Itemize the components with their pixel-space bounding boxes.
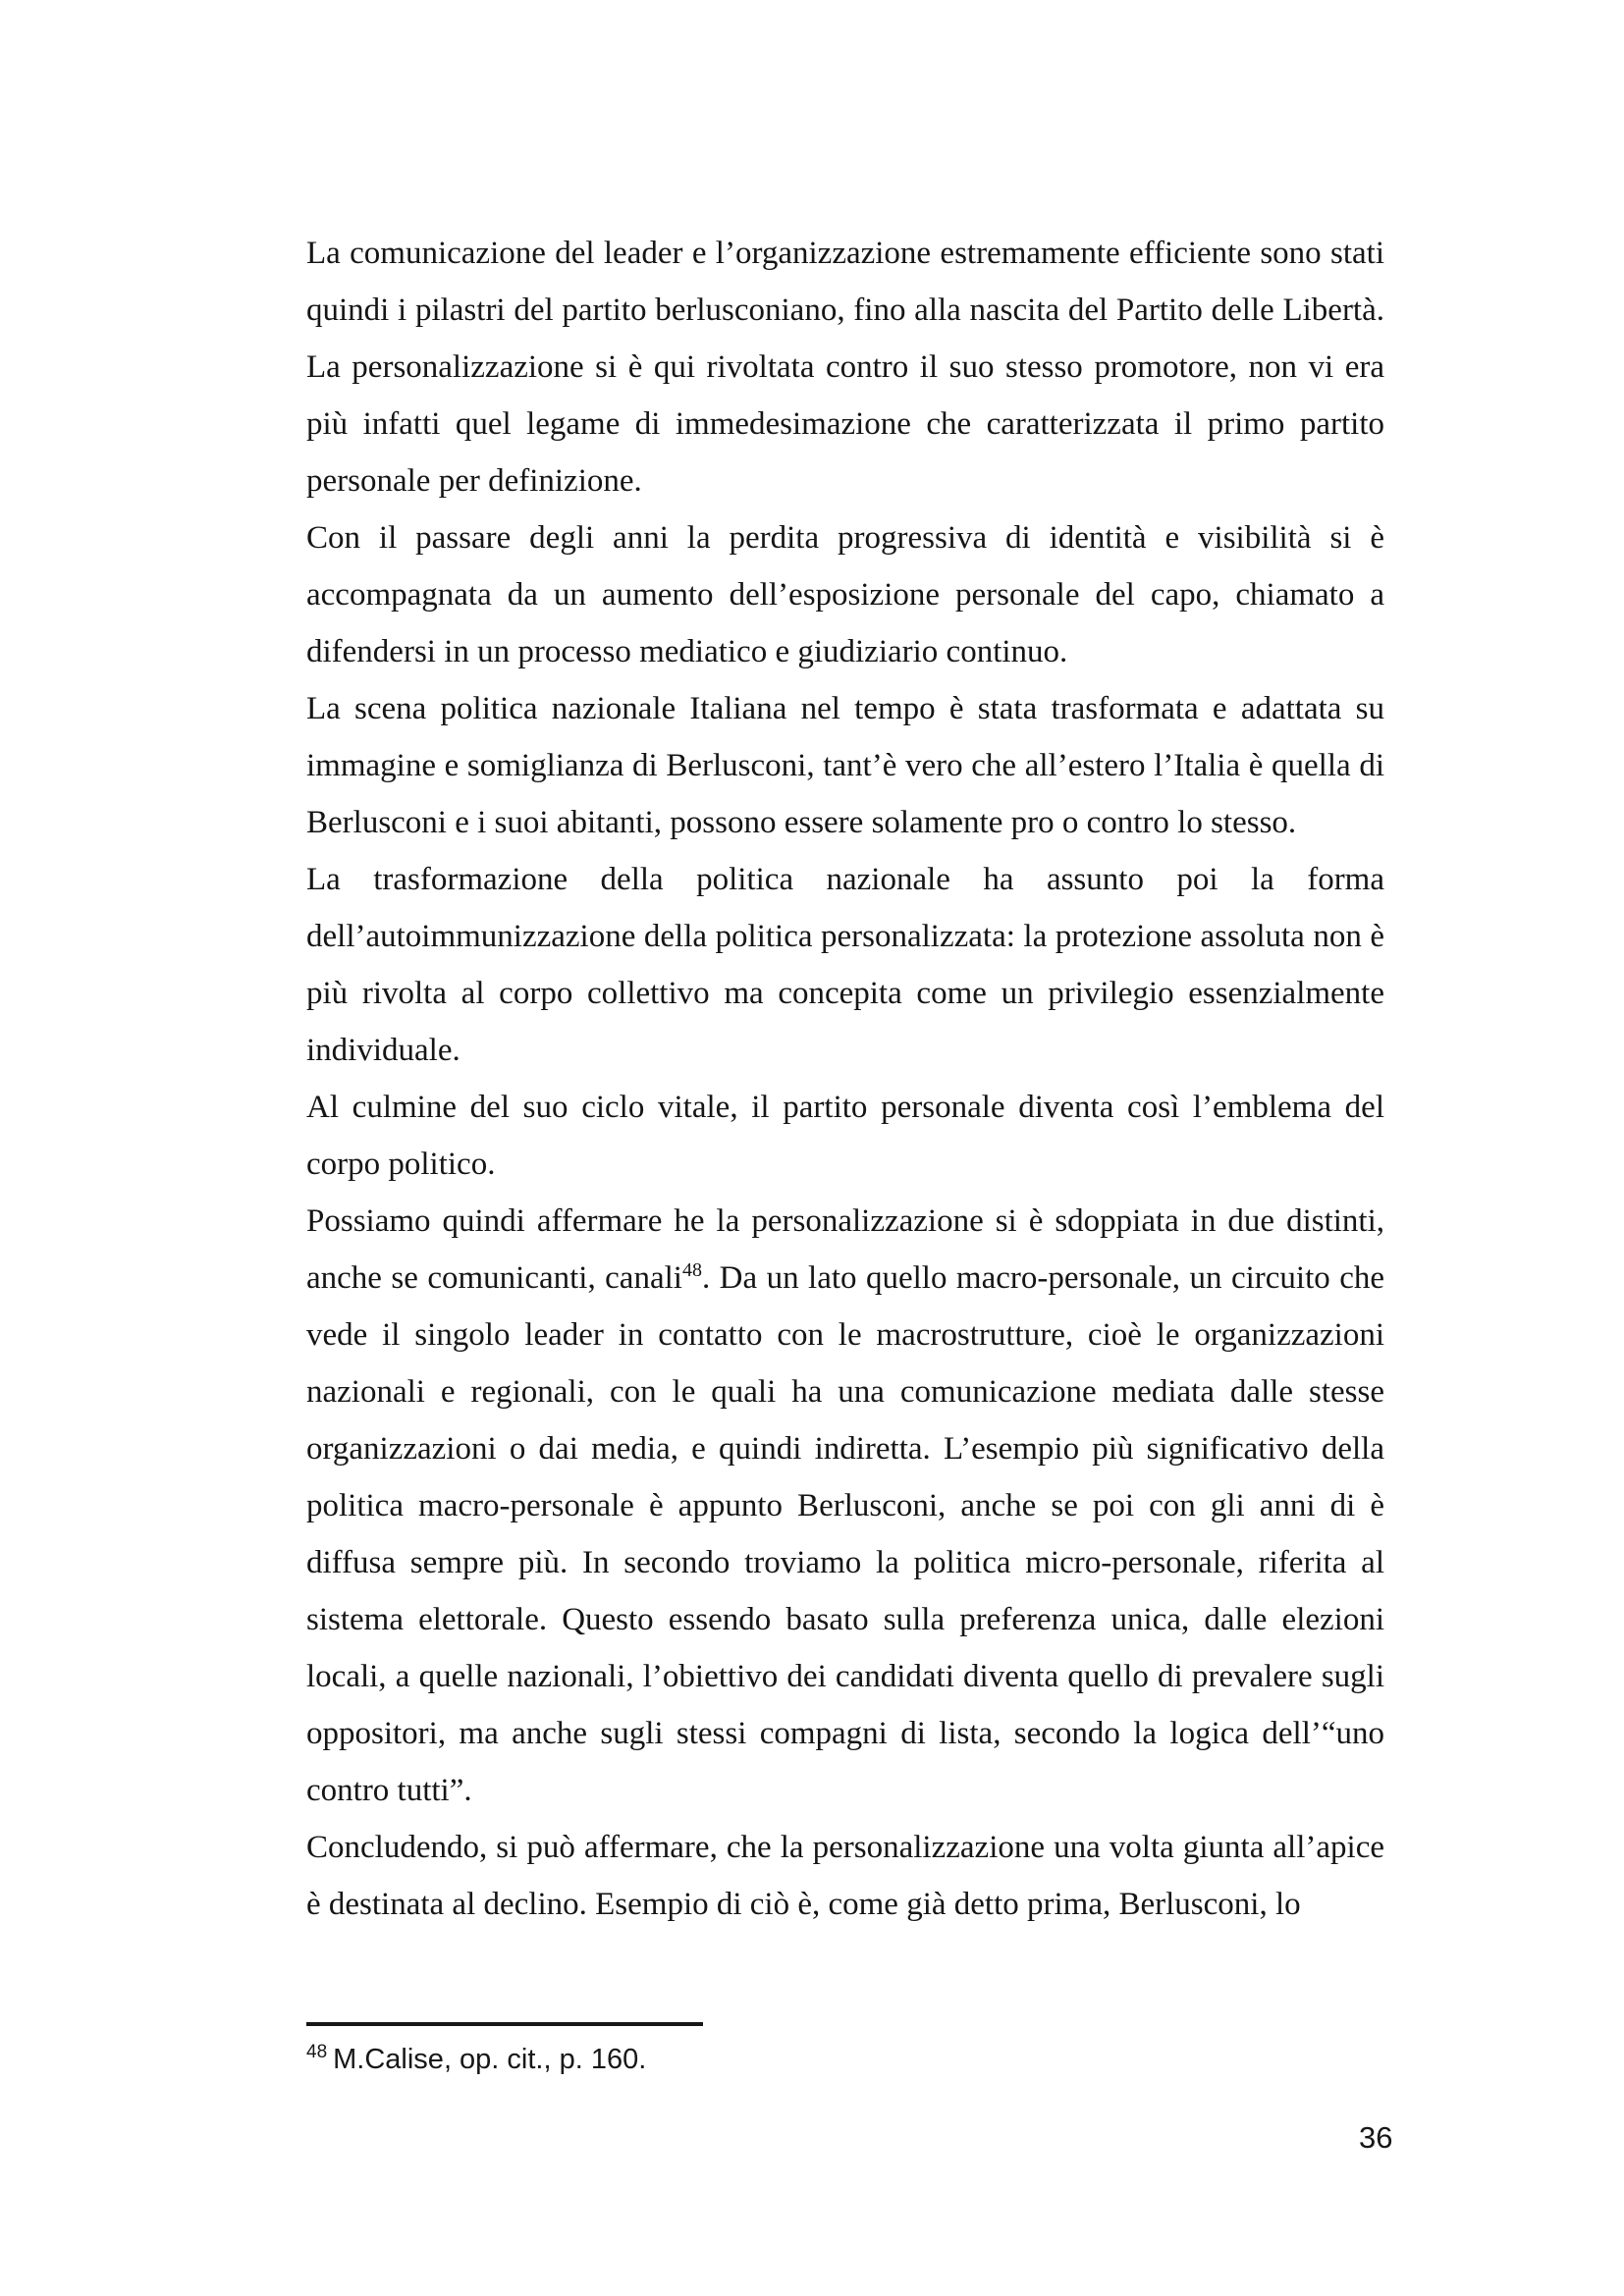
paragraph	[306, 225, 1384, 509]
footnote-text: M.Calise, op. cit., p. 160.	[333, 2044, 647, 2075]
paragraph-text: La comunicazione del leader e l’organizzazione estremamente efficiente sono stati quindi i pilastri del partito berlusconiano, fino alla nascita del Partito delle Libertà. La personalizzazione si è qui rivoltata contro il suo stesso promotore, non vi era più infatti quel legame di immedesimazione che caratterizzata il primo partito personale per definizione.	[306, 236, 1384, 499]
paragraph-text: Al culmine del suo ciclo vitale, il partito personale diventa così l’emblema del corpo politico.	[306, 1090, 1384, 1182]
footnote	[306, 2040, 646, 2079]
footnote-reference: 48	[681, 1259, 702, 1281]
paragraph	[306, 509, 1384, 680]
paragraph-text: . Da un lato quello macro-personale, un circuito che vede il singolo leader in contatto con le macrostrutture, cioè le organizzazioni nazionali e regionali, con le quali ha una comunicazione mediata dalle stesse organizzazioni o dai media, e quindi indiretta. L’esempio più significativo della politica macro-personale è appunto Berlusconi, anche se poi con gli anni di è diffusa sempre più. In secondo troviamo la politica micro-personale, riferita al sistema elettorale. Questo essendo basato sulla preferenza unica, dalle elezioni locali, a quelle nazionali, l’obiettivo dei candidati diventa quello di prevalere sugli oppositori, ma anche sugli stessi compagni di lista, secondo la logica dell’“uno contro tutti”.	[306, 1260, 1384, 1808]
paragraph-text: Concludendo, si può affermare, che la personalizzazione una volta giunta all’apice è destinata al declino. Esempio di ciò è, come già detto prima, Berlusconi, lo	[306, 1830, 1384, 1922]
page-number: 36	[1359, 2120, 1393, 2155]
paragraph	[306, 1079, 1384, 1193]
paragraph	[306, 1193, 1384, 1819]
footnote-marker: 48	[306, 2042, 328, 2063]
paragraph-text: Possiamo quindi affermare he la personalizzazione si è sdoppiata in due distinti, anche se comunicanti, canali	[306, 1203, 1384, 1296]
paragraph	[306, 1819, 1384, 1933]
body-text	[306, 225, 1384, 1933]
paragraph	[306, 680, 1384, 851]
paragraph-text: La scena politica nazionale Italiana nel tempo è stata trasformata e adattata su immagine e somiglianza di Berlusconi, tant’è vero che all’estero l’Italia è quella di Berlusconi e i suoi abitanti, possono essere solamente pro o contro lo stesso.	[306, 691, 1384, 840]
paragraph-text: La trasformazione della politica nazionale ha assunto poi la forma dell’autoimmunizzazione della politica personalizzata: la protezione assoluta non è più rivolta al corpo collettivo ma concepita come un privilegio essenzialmente individuale.	[306, 862, 1384, 1068]
paragraph-text: Con il passare degli anni la perdita progressiva di identità e visibilità si è accompagnata da un aumento dell’esposizione personale del capo, chiamato a difendersi in un processo mediatico e giudiziario continuo.	[306, 520, 1384, 669]
footnote-separator	[306, 2022, 703, 2026]
paragraph	[306, 851, 1384, 1079]
